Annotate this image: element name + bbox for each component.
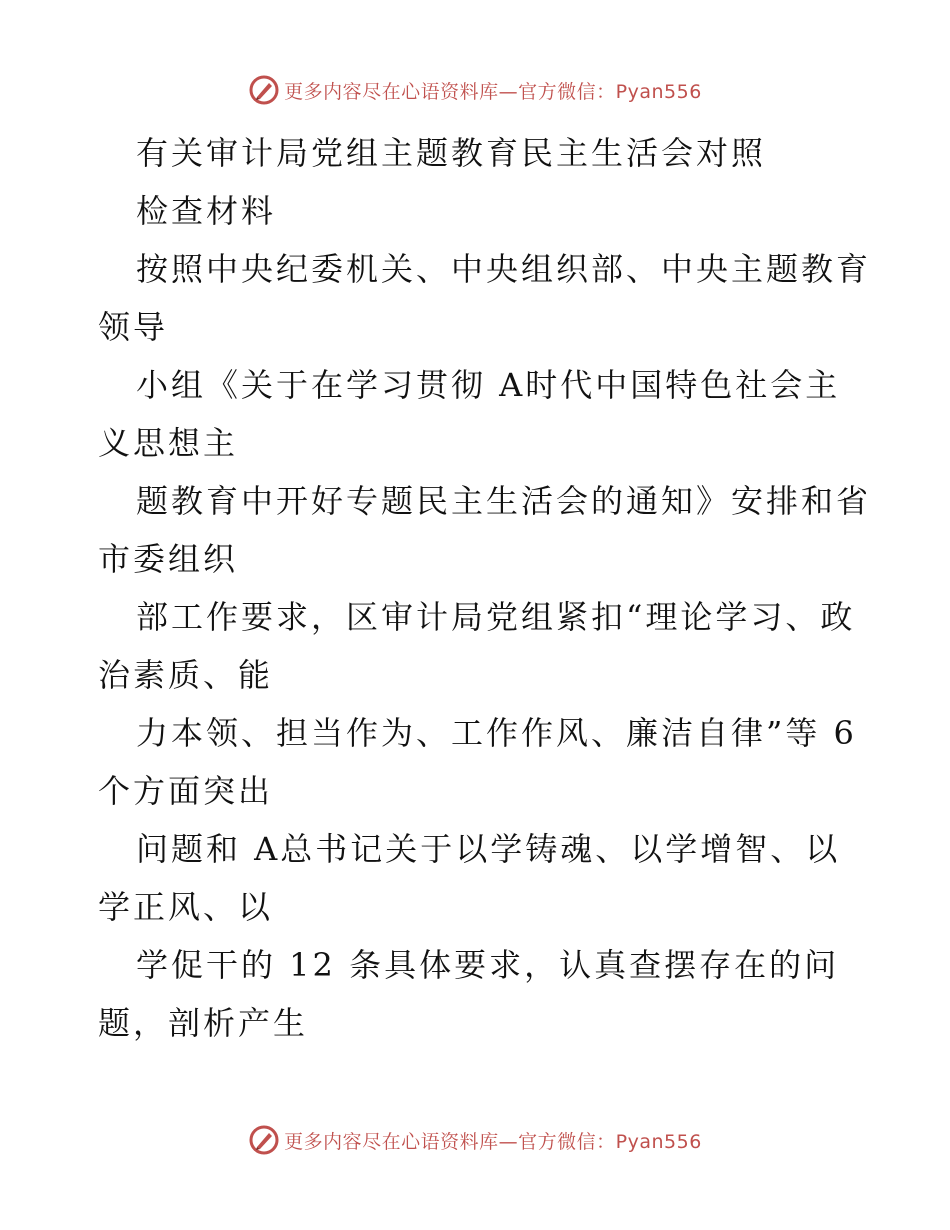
document-line: 个方面突出 bbox=[98, 772, 274, 810]
footer-banner bbox=[0, 1120, 950, 1160]
pen-logo-icon bbox=[248, 1124, 280, 1156]
header-banner bbox=[0, 70, 950, 110]
header-banner-text: 更多内容尽在心语资料库—官方微信：Pyan556 bbox=[284, 80, 702, 103]
document-line: 领导 bbox=[98, 308, 169, 346]
document-line: 有关审计局党组主题教育民主生活会对照 bbox=[136, 134, 767, 172]
document-line: 问题和 A总书记关于以学铸魂、以学增智、以 bbox=[136, 830, 841, 868]
document-line: 力本领、担当作为、工作作风、廉洁自律”等 6 bbox=[136, 714, 857, 752]
document-line: 题，剖析产生 bbox=[98, 1004, 309, 1042]
document-line: 义思想主 bbox=[98, 424, 239, 462]
document-body bbox=[98, 124, 872, 1052]
document-line: 题教育中开好专题民主生活会的通知》安排和省 bbox=[136, 482, 872, 520]
document-line: 学正风、以 bbox=[98, 888, 274, 926]
document-line: 部工作要求，区审计局党组紧扣“理论学习、政 bbox=[136, 598, 856, 636]
document-line: 治素质、能 bbox=[98, 656, 274, 694]
document-line: 市委组织 bbox=[98, 540, 239, 578]
footer-banner-text: 更多内容尽在心语资料库—官方微信：Pyan556 bbox=[284, 1130, 702, 1153]
document-line: 小组《关于在学习贯彻 A时代中国特色社会主 bbox=[136, 366, 841, 404]
pen-logo-icon bbox=[248, 74, 280, 106]
document-line: 检查材料 bbox=[136, 192, 277, 230]
document-line: 学促干的 12 条具体要求，认真查摆存在的问 bbox=[136, 946, 840, 984]
document-line: 按照中央纪委机关、中央组织部、中央主题教育 bbox=[136, 250, 872, 288]
